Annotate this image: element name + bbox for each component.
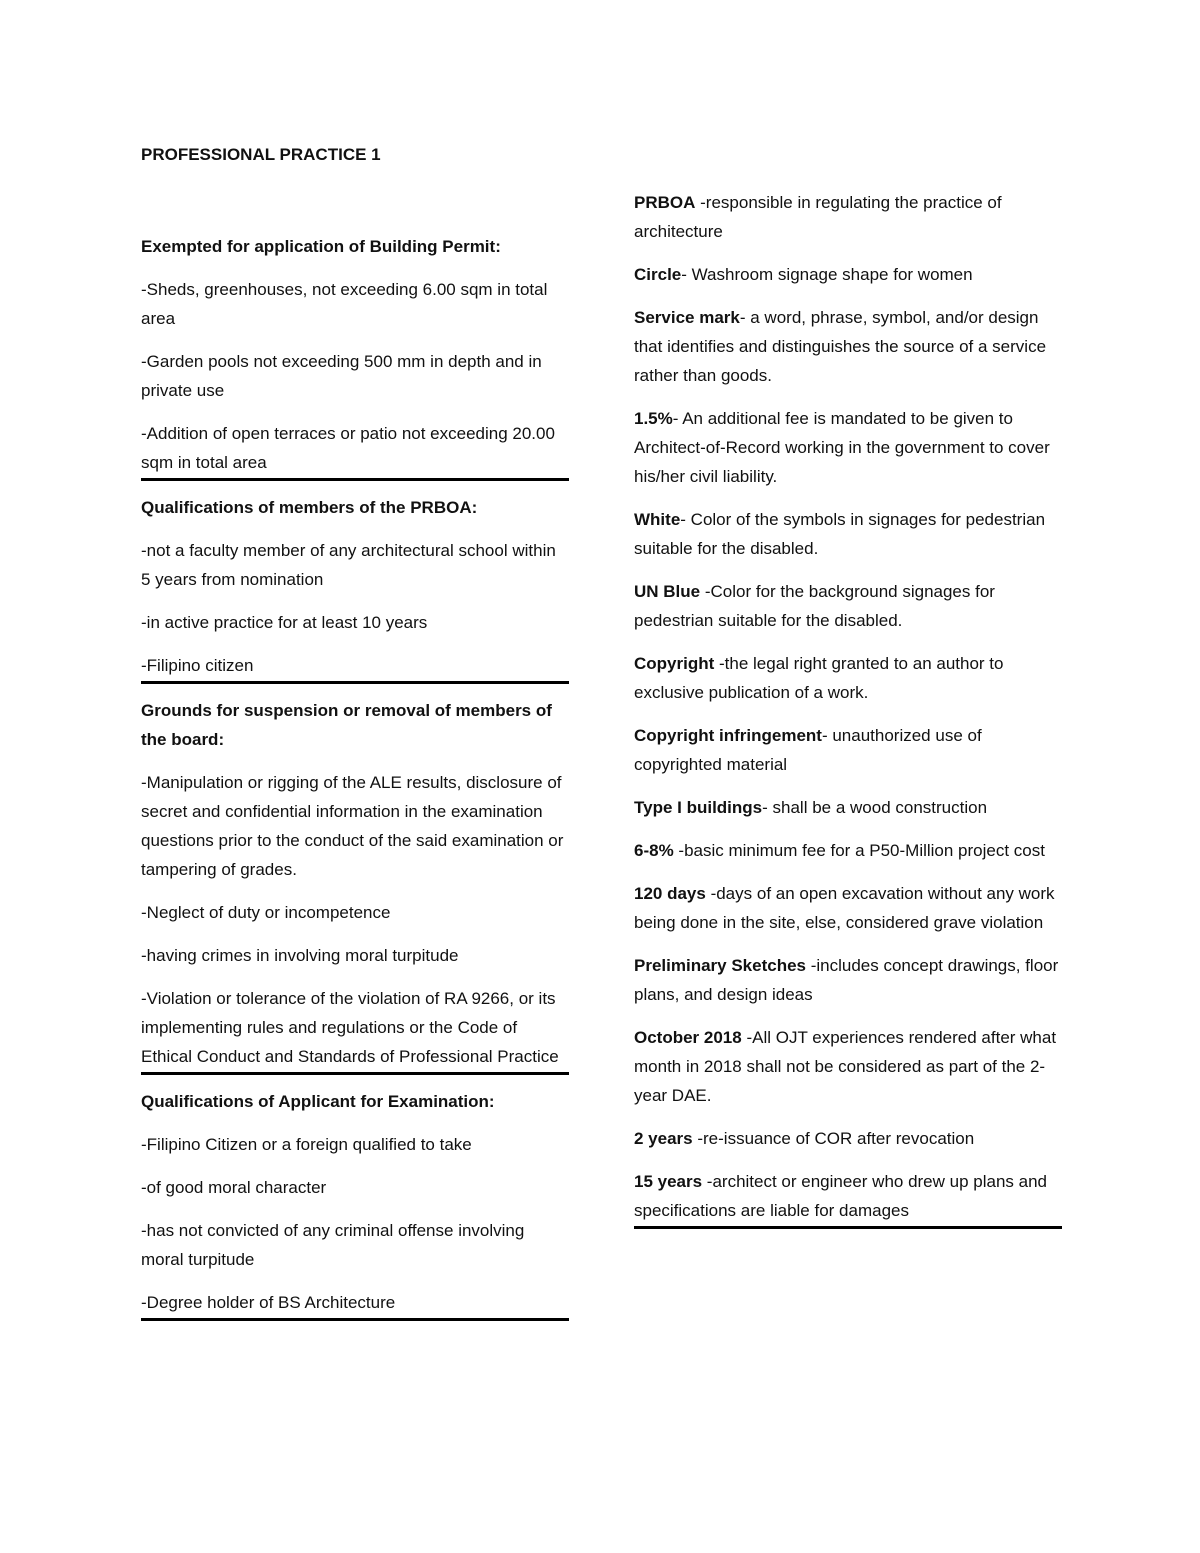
definition-term: 120 days	[634, 884, 706, 903]
definition-term: Type I buildings	[634, 798, 763, 817]
list-item: -Manipulation or rigging of the ALE results, disclosure of secret and confidential information in the examination questions prior to the conduct of the said examination or tampering of grades.	[141, 773, 564, 879]
list-item: -Garden pools not exceeding 500 mm in depth and in private use	[141, 352, 542, 400]
list-item: -Degree holder of BS Architecture	[141, 1293, 396, 1312]
definition-term: 15 years	[634, 1172, 703, 1191]
definition-text: - a word, phrase, symbol, and/or design that identifies and distinguishes the source of a service rather than goods.	[634, 308, 1047, 385]
definition-term: Copyright	[634, 654, 715, 673]
page-title: PROFESSIONAL PRACTICE 1	[141, 145, 381, 164]
list-item: -in active practice for at least 10 years	[141, 613, 428, 632]
definition-term: White	[634, 510, 681, 529]
definition-term: Preliminary Sketches	[634, 956, 806, 975]
section-heading: Exempted for application of Building Permit:	[141, 237, 501, 256]
definition-entry	[634, 303, 1062, 390]
definition-text: -Color for the background signages for pedestrian suitable for the disabled.	[634, 582, 995, 630]
definition-entry	[634, 951, 1062, 1009]
list-item: -of good moral character	[141, 1178, 327, 1197]
definition-text: - unauthorized use of copyrighted material	[634, 726, 982, 774]
definition-text: -responsible in regulating the practice of architecture	[634, 193, 1002, 241]
definition-entry	[634, 577, 1062, 635]
definition-entry	[634, 879, 1062, 937]
list-item: -Violation or tolerance of the violation of RA 9266, or its implementing rules and regulations or the Code of Ethical Conduct and Standards of Professional Practice	[141, 989, 559, 1066]
definition-text: - Color of the symbols in signages for pedestrian suitable for the disabled.	[634, 510, 1046, 558]
definition-term: 2 years	[634, 1129, 693, 1148]
definition-entry	[634, 649, 1062, 707]
section-divider	[141, 1318, 569, 1321]
list-item: -Filipino citizen	[141, 656, 254, 675]
list-item: -not a faculty member of any architectural school within 5 years from nomination	[141, 541, 556, 589]
definition-text: -days of an open excavation without any work being done in the site, else, considered grave violation	[634, 884, 1055, 932]
section-prboa-qualifications	[141, 493, 569, 684]
definition-entry	[634, 1124, 1062, 1153]
section-building-permit-exemptions	[141, 232, 569, 481]
definition-entry	[634, 260, 1062, 289]
definition-text: - Washroom signage shape for women	[681, 265, 973, 284]
list-item: -Filipino Citizen or a foreign qualified to take	[141, 1135, 472, 1154]
definition-text: -basic minimum fee for a P50-Million project cost	[673, 841, 1045, 860]
definition-text: -All OJT experiences rendered after what month in 2018 shall not be considered as part of the 2-year DAE.	[634, 1028, 1057, 1105]
definition-text: -architect or engineer who drew up plans and specifications are liable for damages	[634, 1172, 1048, 1220]
list-item: -Neglect of duty or incompetence	[141, 903, 391, 922]
list-item: -Sheds, greenhouses, not exceeding 6.00 sqm in total area	[141, 280, 548, 328]
definition-entry	[634, 1023, 1062, 1110]
list-item: -Addition of open terraces or patio not exceeding 20.00 sqm in total area	[141, 424, 555, 472]
definition-entry	[634, 505, 1062, 563]
section-divider	[141, 478, 569, 481]
definition-term: Service mark	[634, 308, 740, 327]
definition-entry	[634, 793, 1062, 822]
section-heading: Qualifications of Applicant for Examination:	[141, 1092, 495, 1111]
definition-entry	[634, 1167, 1062, 1225]
section-applicant-qualifications	[141, 1087, 569, 1321]
definition-text: - An additional fee is mandated to be given to Architect-of-Record working in the government to cover his/her civil liability.	[634, 409, 1050, 486]
definition-term: PRBOA	[634, 193, 696, 212]
definition-term: UN Blue	[634, 582, 701, 601]
definition-term: Copyright infringement	[634, 726, 822, 745]
definition-text: -re-issuance of COR after revocation	[692, 1129, 975, 1148]
definition-text: -includes concept drawings, floor plans, and design ideas	[634, 956, 1059, 1004]
definition-entry	[634, 188, 1062, 246]
definition-term: October 2018	[634, 1028, 742, 1047]
definition-entry	[634, 721, 1062, 779]
right-column	[634, 188, 1062, 1229]
section-divider	[634, 1226, 1062, 1229]
list-item: -having crimes in involving moral turpitude	[141, 946, 459, 965]
definition-term: 6-8%	[634, 841, 674, 860]
definition-entry	[634, 404, 1062, 491]
section-divider	[141, 681, 569, 684]
section-divider	[141, 1072, 569, 1075]
section-heading: Grounds for suspension or removal of members of the board:	[141, 701, 552, 749]
left-column	[141, 232, 569, 1321]
list-item: -has not convicted of any criminal offense involving moral turpitude	[141, 1221, 525, 1269]
definition-term: Circle	[634, 265, 682, 284]
section-board-removal-grounds	[141, 696, 569, 1075]
definition-entry	[634, 836, 1062, 865]
definition-text: -the legal right granted to an author to exclusive publication of a work.	[634, 654, 1004, 702]
definition-term: 1.5%	[634, 409, 673, 428]
section-heading: Qualifications of members of the PRBOA:	[141, 498, 478, 517]
definition-text: - shall be a wood construction	[762, 798, 988, 817]
